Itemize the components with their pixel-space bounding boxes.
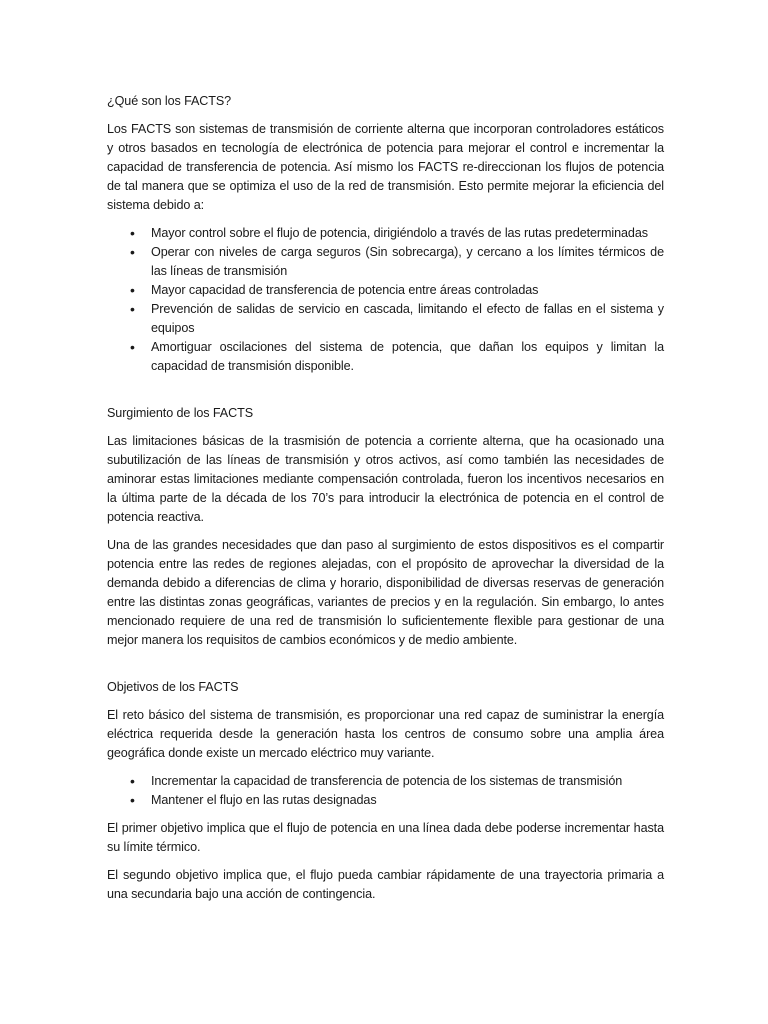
list-item: • Mayor capacidad de transferencia de potencia entre áreas controladas [151,281,664,300]
section-heading-que-son: ¿Qué son los FACTS? [107,94,232,108]
section-heading-objetivos: Objetivos de los FACTS [107,680,239,694]
objectives-list [107,772,664,810]
list-item: • Prevención de salidas de servicio en cascada, limitando el efecto de fallas en el sistema y equipos [151,300,664,338]
paragraph: Una de las grandes necesidades que dan paso al surgimiento de estos dispositivos es el compartir potencia entre las redes de regiones alejadas, con el propósito de aprovechar la diversidad de la demanda debido a diferencias de clima y horario, disponibilidad de diversas reservas de generación entre las distintas zonas geográficas, variantes de precios y en la regulación. Sin embargo, lo antes mencionado requiere de una red de transmisión lo suficientemente flexible para gestionar de una mejor manera los requisitos de cambios económicos y de medio ambiente. [107,538,664,647]
intro-paragraph: Los FACTS son sistemas de transmisión de corriente alterna que incorporan controladores estáticos y otros basados en tecnología de electrónica de potencia para mejorar el control e incrementar la capacidad de transferencia de potencia. Así mismo los FACTS re-direccionan los flujos de potencia de tal manera que se optimiza el uso de la red de transmisión. Esto permite mejorar la eficiencia del sistema debido a: [107,122,664,212]
list-item: • Mayor control sobre el flujo de potencia, dirigiéndolo a través de las rutas predeterminadas [151,224,664,243]
section-heading-surgimiento: Surgimiento de los FACTS [107,406,253,420]
paragraph: El primer objetivo implica que el flujo de potencia en una línea dada debe poderse incrementar hasta su límite térmico. [107,821,664,854]
section-spacer [107,385,664,404]
paragraph: El segundo objetivo implica que, el flujo pueda cambiar rápidamente de una trayectoria primaria a una secundaria bajo una acción de contingencia. [107,868,664,901]
section-spacer [107,659,664,678]
benefits-list [107,224,664,376]
paragraph: El reto básico del sistema de transmisión, es proporcionar una red capaz de suministrar la energía eléctrica requerida desde la generación hasta los centros de consumo sobre una amplia área geográfica donde existe un mercado eléctrico muy variante. [107,708,664,760]
paragraph: Las limitaciones básicas de la trasmisión de potencia a corriente alterna, que ha ocasionado una subutilización de las líneas de transmisión y otros activos, así como también las necesidades de aminorar estas limitaciones mediante compensación controlada, fueron los incentivos necesarios en la última parte de la década de los 70’s para introducir la electrónica de potencia en el control de potencia reactiva. [107,434,664,524]
list-item: • Operar con niveles de carga seguros (Sin sobrecarga), y cercano a los límites térmicos de las líneas de transmisión [151,243,664,281]
list-item: • Mantener el flujo en las rutas designadas [151,791,664,810]
list-item: • Incrementar la capacidad de transferencia de potencia de los sistemas de transmisión [151,772,664,791]
list-item: • Amortiguar oscilaciones del sistema de potencia, que dañan los equipos y limitan la capacidad de transmisión disponible. [151,338,664,376]
